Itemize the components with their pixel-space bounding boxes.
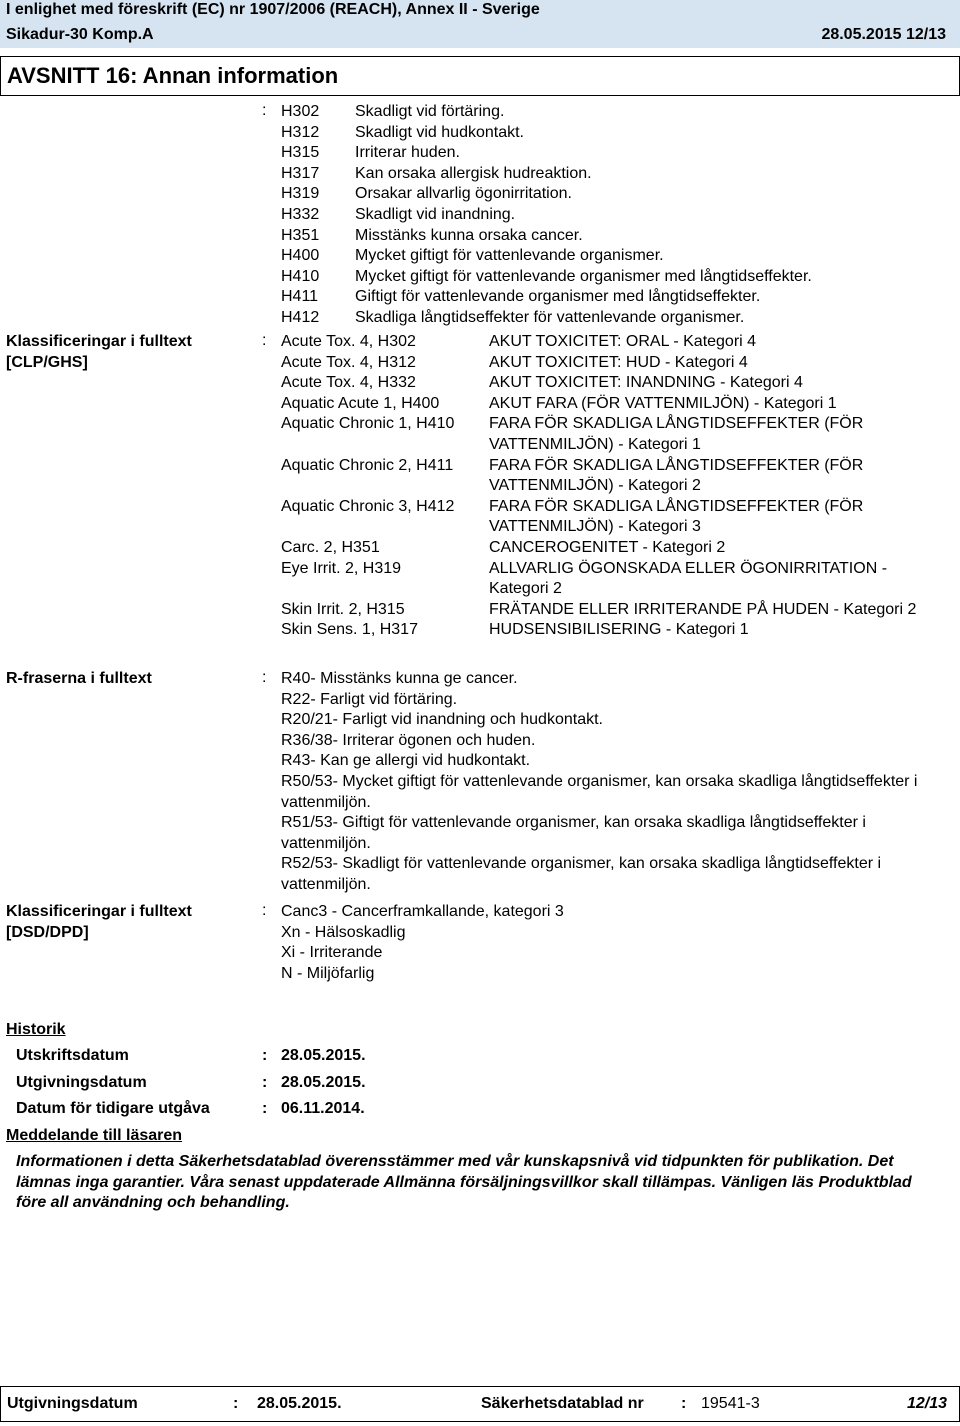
clp-text: CANCEROGENITET - Kategori 2 bbox=[489, 538, 726, 556]
clp-text: FARA FÖR SKADLIGA LÅNGTIDSEFFEKTER (FÖR VATTENMILJÖN) - Kategori 1 bbox=[489, 415, 864, 453]
clp-row bbox=[281, 373, 949, 394]
h-statement-row bbox=[281, 102, 812, 123]
rphrases-list bbox=[281, 669, 951, 896]
h-code: H319 bbox=[281, 185, 320, 203]
clp-text: FARA FÖR SKADLIGA LÅNGTIDSEFFEKTER (FÖR VATTENMILJÖN) - Kategori 2 bbox=[489, 456, 864, 495]
section-heading bbox=[0, 56, 960, 96]
history-label: Utskriftsdatum bbox=[16, 1047, 129, 1064]
colon: : bbox=[262, 1100, 268, 1117]
history-value: 28.05.2015. bbox=[281, 1073, 366, 1091]
clp-code: Skin Irrit. 2, H315 bbox=[281, 600, 405, 618]
clp-row bbox=[281, 559, 949, 600]
h-statement-row bbox=[281, 164, 812, 185]
h-text: Misstänks kunna orsaka cancer. bbox=[355, 226, 583, 244]
colon: : bbox=[262, 669, 267, 686]
history-row bbox=[16, 1096, 366, 1123]
clp-text: AKUT TOXICITET: ORAL - Kategori 4 bbox=[489, 333, 757, 350]
h-code: H412 bbox=[281, 308, 320, 326]
h-statement-list bbox=[281, 102, 812, 329]
clp-row bbox=[281, 538, 949, 559]
h-statement-row bbox=[281, 205, 812, 226]
h-statement-row bbox=[281, 226, 812, 247]
h-text: Mycket giftigt för vattenlevande organismer med långtidseffekter. bbox=[355, 267, 812, 285]
colon: : bbox=[681, 1395, 687, 1412]
h-code: H411 bbox=[281, 288, 319, 306]
rphrase-line: R51/53- Giftigt för vattenlevande organismer, kan orsaka skadliga långtidseffekter i vattenmiljön. bbox=[281, 814, 866, 852]
history-row bbox=[16, 1043, 366, 1070]
clp-code: Eye Irrit. 2, H319 bbox=[281, 559, 402, 577]
h-statement-row bbox=[281, 308, 812, 329]
h-code: H332 bbox=[281, 205, 320, 223]
clp-code: Acute Tox. 4, H302 bbox=[281, 333, 416, 350]
clp-code: Aquatic Chronic 3, H412 bbox=[281, 497, 455, 515]
section-title: AVSNITT 16: Annan information bbox=[7, 63, 339, 88]
h-statement-row bbox=[281, 123, 812, 144]
clp-row bbox=[281, 332, 949, 353]
clp-text: AKUT FARA (FÖR VATTENMILJÖN) - Kategori 1 bbox=[489, 394, 837, 412]
clp-text: ALLVARLIG ÖGONSKADA ELLER ÖGONIRRITATION - Kategori 2 bbox=[489, 559, 888, 598]
colon: : bbox=[233, 1395, 239, 1412]
dsd-line: Xn - Hälsoskadlig bbox=[281, 923, 406, 941]
colon: : bbox=[262, 332, 267, 349]
rphrase-line: R52/53- Skadligt för vattenlevande organismer, kan orsaka skadliga långtidseffekter i vattenmiljön. bbox=[281, 855, 882, 893]
history-value: 06.11.2014. bbox=[281, 1100, 365, 1117]
h-code: H302 bbox=[281, 103, 320, 120]
document-footer bbox=[0, 1386, 960, 1422]
clp-row bbox=[281, 600, 949, 621]
history-label: Utgivningsdatum bbox=[16, 1073, 147, 1091]
regulation-title: I enlighet med föreskrift (EC) nr 1907/2006 (REACH), Annex II - Sverige bbox=[6, 1, 540, 18]
colon: : bbox=[262, 902, 267, 919]
notice-title: Meddelande till läsaren bbox=[6, 1127, 183, 1144]
colon: : bbox=[262, 102, 267, 119]
clp-classification-table bbox=[281, 332, 949, 641]
colon: : bbox=[262, 1047, 268, 1064]
h-text: Mycket giftigt för vattenlevande organismer. bbox=[355, 247, 664, 265]
footer-sds-number: 19541-3 bbox=[701, 1395, 760, 1412]
footer-issue-label: Utgivningsdatum bbox=[7, 1395, 138, 1412]
rphrase-line: R36/38- Irriterar ögonen och huden. bbox=[281, 731, 536, 749]
clp-label: Klassificeringar i fulltext [CLP/GHS] bbox=[6, 333, 192, 371]
clp-code: Aquatic Chronic 2, H411 bbox=[281, 456, 454, 474]
clp-code: Skin Sens. 1, H317 bbox=[281, 621, 418, 639]
rphrases-label: R-fraserna i fulltext bbox=[6, 670, 152, 687]
history-title: Historik bbox=[6, 1021, 66, 1038]
rphrase-line: R43- Kan ge allergi vid hudkontakt. bbox=[281, 752, 531, 770]
clp-code: Aquatic Acute 1, H400 bbox=[281, 394, 440, 412]
h-text: Orsakar allvarlig ögonirritation. bbox=[355, 185, 572, 203]
h-code: H315 bbox=[281, 144, 320, 162]
history-label: Datum för tidigare utgåva bbox=[16, 1100, 210, 1117]
clp-row bbox=[281, 456, 949, 497]
h-code: H410 bbox=[281, 267, 320, 285]
history-value: 28.05.2015. bbox=[281, 1047, 366, 1064]
rphrase-line: R50/53- Mycket giftigt för vattenlevande organismer, kan orsaka skadliga långtidseffekter i vattenmiljön. bbox=[281, 772, 918, 811]
clp-code: Aquatic Chronic 1, H410 bbox=[281, 415, 455, 433]
h-text: Kan orsaka allergisk hudreaktion. bbox=[355, 164, 592, 182]
clp-text: AKUT TOXICITET: INANDNING - Kategori 4 bbox=[489, 374, 803, 392]
h-text: Skadligt vid hudkontakt. bbox=[355, 123, 524, 141]
dsd-line: Canc3 - Cancerframkallande, kategori 3 bbox=[281, 903, 564, 920]
clp-code: Carc. 2, H351 bbox=[281, 538, 380, 556]
dsd-line: Xi - Irriterande bbox=[281, 944, 383, 962]
clp-row bbox=[281, 620, 949, 641]
h-code: H312 bbox=[281, 123, 320, 141]
clp-row bbox=[281, 414, 949, 455]
rphrase-line: R40- Misstänks kunna ge cancer. bbox=[281, 670, 518, 687]
clp-text: FARA FÖR SKADLIGA LÅNGTIDSEFFEKTER (FÖR VATTENMILJÖN) - Kategori 3 bbox=[489, 497, 864, 536]
colon: : bbox=[262, 1073, 268, 1091]
clp-row bbox=[281, 497, 949, 538]
header-date-page: 28.05.2015 12/13 bbox=[821, 26, 946, 43]
clp-text: AKUT TOXICITET: HUD - Kategori 4 bbox=[489, 353, 748, 371]
clp-row bbox=[281, 353, 949, 374]
footer-issue-date: 28.05.2015. bbox=[257, 1395, 342, 1412]
history-table bbox=[16, 1043, 366, 1123]
h-statement-row bbox=[281, 246, 812, 267]
clp-text: FRÄTANDE ELLER IRRITERANDE PÅ HUDEN - Kategori 2 bbox=[489, 600, 917, 618]
clp-text: HUDSENSIBILISERING - Kategori 1 bbox=[489, 621, 749, 639]
dsd-list bbox=[281, 902, 564, 984]
product-name: Sikadur-30 Komp.A bbox=[6, 26, 154, 43]
h-text: Skadliga långtidseffekter för vattenlevande organismer. bbox=[355, 308, 745, 326]
h-text: Skadligt vid förtäring. bbox=[355, 103, 505, 120]
h-code: H351 bbox=[281, 226, 320, 244]
rphrase-line: R20/21- Farligt vid inandning och hudkontakt. bbox=[281, 711, 603, 729]
dsd-line: N - Miljöfarlig bbox=[281, 964, 375, 982]
clp-row bbox=[281, 394, 949, 415]
footer-page-number: 12/13 bbox=[907, 1395, 948, 1412]
h-statement-row bbox=[281, 287, 812, 308]
history-row bbox=[16, 1070, 366, 1097]
h-statement-row bbox=[281, 184, 812, 205]
h-text: Irriterar huden. bbox=[355, 144, 460, 162]
rphrase-line: R22- Farligt vid förtäring. bbox=[281, 690, 458, 708]
h-code: H317 bbox=[281, 164, 320, 182]
notice-text: Informationen i detta Säkerhetsdatablad överensstämmer med vår kunskapsnivå vid tidpunkten för publikation. Det lämnas inga garantier. Våra senast uppdaterade Allmänna försäljningsvillkor skall tillämpas. Vänligen läs Produktblad före all användning och behandling. bbox=[16, 1153, 912, 1212]
footer-sds-label: Säkerhetsdatablad nr bbox=[481, 1395, 644, 1412]
dsd-label: Klassificeringar i fulltext [DSD/DPD] bbox=[6, 903, 192, 941]
h-statement-row bbox=[281, 267, 812, 288]
h-text: Giftigt för vattenlevande organismer med långtidseffekter. bbox=[355, 288, 761, 306]
h-text: Skadligt vid inandning. bbox=[355, 205, 516, 223]
clp-code: Acute Tox. 4, H312 bbox=[281, 353, 416, 371]
h-statement-row bbox=[281, 143, 812, 164]
clp-code: Acute Tox. 4, H332 bbox=[281, 374, 416, 392]
h-code: H400 bbox=[281, 247, 320, 265]
